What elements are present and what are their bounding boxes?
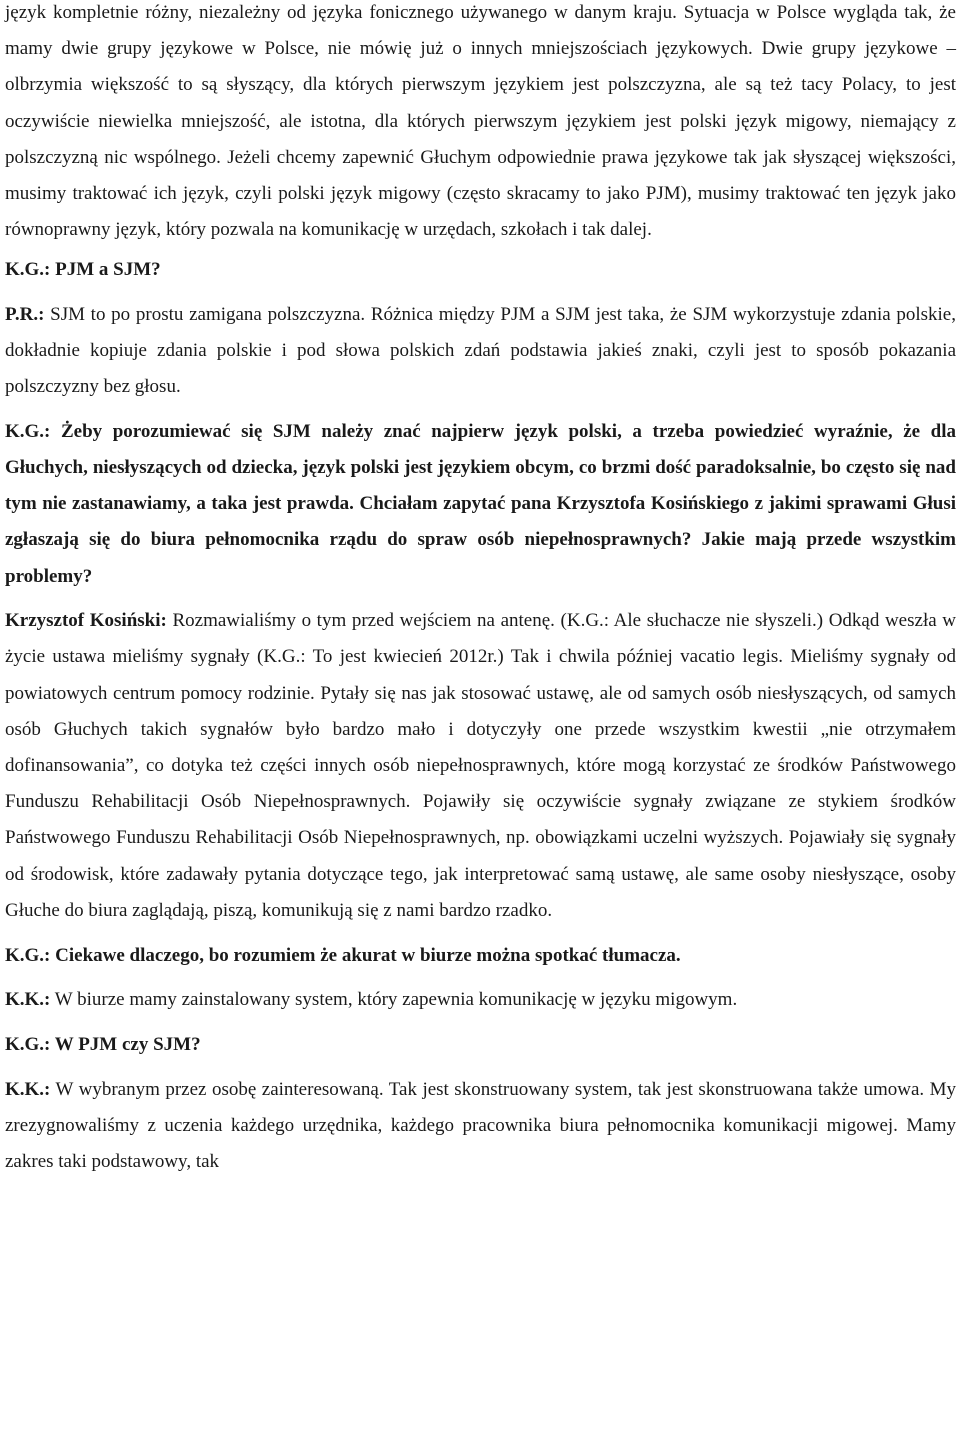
speaker-label: K.G.: [5, 1033, 51, 1055]
answer-text: SJM to po prostu zamigana polszczyzna. Różnica między PJM a SJM jest taka, że SJM wykorzystuje zdania polskie, dokładnie kopiuje zdania polskie i pod słowa polskich zdań podstawia jakieś znaki, czyli jest to sposób pokazania polszczyzny bez głosu. [5, 303, 956, 398]
paragraph: język kompletnie różny, niezależny od języka fonicznego używanego w danym kraju. Sytuacja w Polsce wygląda tak, że mamy dwie grupy językowe w Polsce, nie mówię już o innych mniejszościach językowych. Dwie grupy językowe – olbrzymia większość to są słyszący, dla których pierwszym językiem jest polszczyzna, ale są też tacy Polacy, to jest oczywiście niewielka mniejszość, ale istotna, dla których pierwszym językiem jest polski język migowy, niemający z polszczyzną nic wspólnego. Jeżeli chcemy zapewnić Głuchym odpowiednie prawa językowe tak jak słyszącej większości, musimy traktować ich język, czyli polski język migowy (często skracamy to jako PJM), musimy traktować ten język jako równoprawny język, który pozwala na komunikację w urzędach, szkołach i tak dalej. [5, 2, 956, 241]
question-kg-2 [5, 414, 956, 595]
answer-text: W wybranym przez osobę zainteresowaną. Tak jest skonstruowany system, tak jest skonstruowana także umowa. My zrezygnowaliśmy z uczenia każdego urzędnika, każdego pracownika biura pełnomocnika komunikacji migowej. Mamy zakres taki podstawowy, tak [5, 1078, 956, 1173]
answer-kk-2 [5, 982, 956, 1018]
question-kg-1 [5, 252, 956, 288]
answer-text: W biurze mamy zainstalowany system, który zapewnia komunikację w języku migowym. [50, 989, 738, 1011]
speaker-label: K.G.: [5, 944, 51, 966]
speaker-label: Krzysztof Kosiński: [5, 610, 167, 632]
question-text: PJM a SJM? [50, 258, 161, 280]
answer-kk-1 [5, 603, 956, 929]
speaker-label: K.G.: [5, 420, 51, 442]
question-text: Ciekawe dlaczego, bo rozumiem że akurat w biurze można spotkać tłumacza. [50, 944, 681, 966]
answer-kk-3 [5, 1072, 956, 1181]
speaker-label: K.K.: [5, 989, 51, 1011]
speaker-label: K.K.: [5, 1078, 51, 1100]
answer-text: Rozmawialiśmy o tym przed wejściem na antenę. (K.G.: Ale słuchacze nie słyszeli.) Odkąd weszła w życie ustawa mieliśmy sygnały (K.G.: To jest kwiecień 2012r.) Tak i chwila później vacatio legis. Mieliśmy sygnały od powiatowych centrum pomocy rodzinie. Pytały się nas jak stosować ustawę, ale od samych osób niesłyszących, od samych osób Głuchych takich sygnałów było bardzo mało i dotyczyły one przede wszystkim kwestii „nie otrzymałem dofinansowania”, co dotyka też części innych osób niepełnosprawnych, które mogą korzystać ze środków Państwowego Funduszu Rehabilitacji Osób Niepełnosprawnych. Pojawiły się oczywiście sygnały związane ze stykiem środków Państwowego Funduszu Rehabilitacji Osób Niepełnosprawnych, np. obowiązkami uczelni wyższych. Pojawiały się sygnały od środowisk, które zadawały pytania dotyczące tego, jak interpretować samą ustawę, ale same osoby niesłyszące, osoby Głuche do biura zaglądają, piszą, komunikują się z nami bardzo rzadko. [5, 610, 956, 921]
question-text: Żeby porozumiewać się SJM należy znać najpierw język polski, a trzeba powiedzieć wyraźnie, że dla Głuchych, niesłyszących od dziecka, język polski jest językiem obcym, co brzmi dość paradoksalnie, bo często się nad tym nie zastanawiamy, a taka jest prawda. Chciałam zapytać pana Krzysztofa Kosińskiego z jakimi sprawami Głusi zgłaszają się do biura pełnomocnika rządu do spraw osób niepełnosprawnych? Jakie mają przede wszystkim problemy? [5, 420, 956, 587]
answer-pr-1 [5, 297, 956, 406]
question-kg-4 [5, 1027, 956, 1063]
document-page [5, 0, 956, 1180]
question-text: W PJM czy SJM? [50, 1033, 201, 1055]
speaker-label: K.G.: [5, 258, 51, 280]
question-kg-3 [5, 938, 956, 974]
speaker-label: P.R.: [5, 303, 45, 325]
